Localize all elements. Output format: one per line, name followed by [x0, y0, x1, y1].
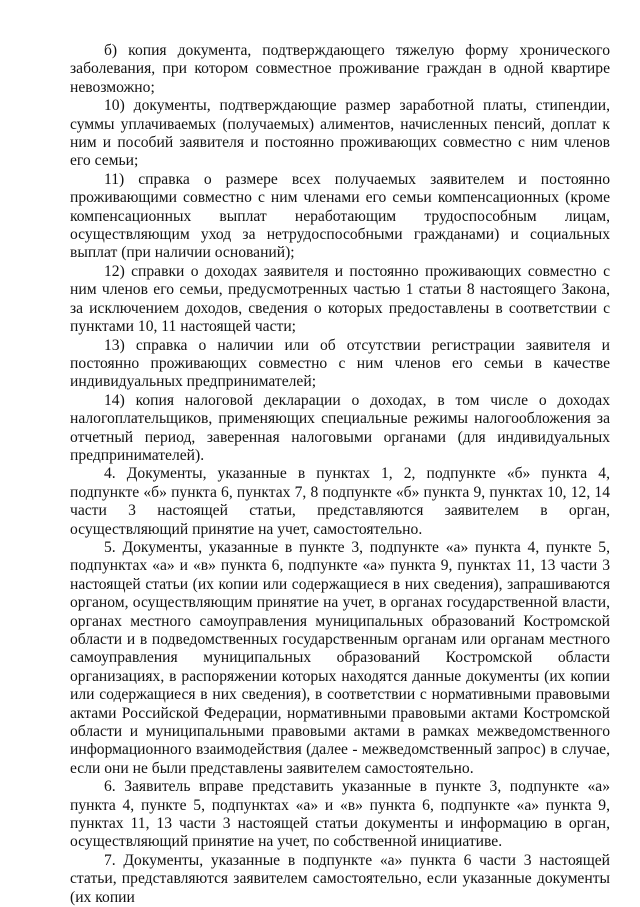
paragraph-part-6: 6. Заявитель вправе представить указанные в пункте 3, подпункте «а» пункта 4, пункте 5, подпунктах «а» и «в» пункта 6, подпункте «а» пункта 9, пунктах 11, 13 части 3 настоящей статьи документы и информацию в орган, осуществляющий принятие на учет, по собственной инициативе. — [70, 778, 610, 851]
paragraph-part-5: 5. Документы, указанные в пункте 3, подпункте «а» пункта 4, пункте 5, подпунктах «а» и «в» пункта 6, подпункте «а» пункта 9, пунктах 11, 13 части 3 настоящей статьи (их копии или содержащиеся в них сведения), запрашиваются органом, осуществляющим принятие на учет, в органах государственной власти, органах местного самоуправления муниципальных образований Костромской области и в подведомственных государственным органам или органам местного самоуправления муниципальных образований Костромской области организациях, в распоряжении которых находятся данные документы (их копии или содержащиеся в них сведения), в соответствии с нормативными правовыми актами Российской Федерации, нормативными правовыми актами Костромской области и муниципальными правовыми актами в рамках межведомственного информационного взаимодействия (далее - межведомственный запрос) в случае, если они не были представлены заявителем самостоятельно. — [70, 538, 610, 777]
paragraph-subitem-b-illness: б) копия документа, подтверждающего тяжелую форму хронического заболевания, при котором совместное проживание граждан в одной квартире невозможно; — [70, 42, 610, 96]
paragraph-item-12: 12) справки о доходах заявителя и постоянно проживающих совместно с ним членов его семьи, предусмотренных частью 1 статьи 8 настоящего Закона, за исключением доходов, сведения о которых предоставлены в соответствии с пунктами 10, 11 настоящей части; — [70, 262, 610, 336]
paragraph-part-7: 7. Документы, указанные в подпункте «а» пункта 6 части 3 настоящей статьи, представляются заявителем самостоятельно, если указанные документы (их копии — [70, 851, 610, 906]
document-page — [70, 42, 610, 907]
paragraph-item-10: 10) документы, подтверждающие размер заработной платы, стипендии, суммы уплачиваемых (получаемых) алиментов, начисленных пенсий, доплат к ним и пособий заявителя и постоянно проживающих совместно с ним членов его семьи; — [70, 97, 610, 170]
paragraph-item-13: 13) справка о наличии или об отсутствии регистрации заявителя и постоянно проживающих совместно с ним членов его семьи в качестве индивидуальных предпринимателей; — [70, 336, 610, 391]
paragraph-part-4: 4. Документы, указанные в пунктах 1, 2, подпункте «б» пункта 4, подпункте «б» пункта 6, пунктах 7, 8 подпункте «б» пункта 9, пунктах 10, 12, 14 части 3 настоящей статьи, представляются заявителем в орган, осуществляющий принятие на учет, самостоятельно. — [70, 465, 610, 538]
paragraph-item-11: 11) справка о размере всех получаемых заявителем и постоянно проживающими совместно с ним членами его семьи компенсационных (кроме компенсационных выплат неработающим трудоспособным лицам, осуществляющим уход за нетрудоспособными гражданами) и социальных выплат (при наличии оснований); — [70, 170, 610, 262]
paragraph-item-14: 14) копия налоговой декларации о доходах, в том числе о доходах налогоплательщиков, применяющих специальные режимы налогообложения за отчетный период, заверенная налоговыми органами (для индивидуальных предпринимателей). — [70, 391, 610, 464]
